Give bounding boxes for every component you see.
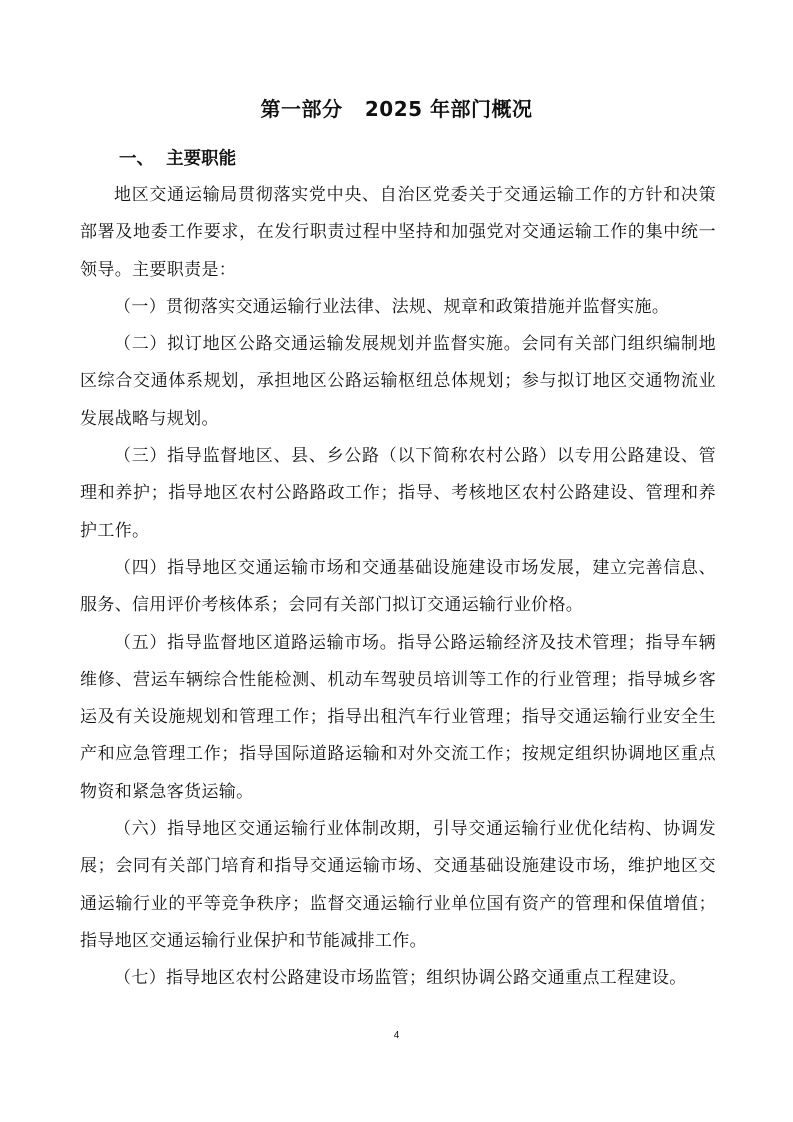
- body-text: [80, 177, 716, 998]
- duty-item-2: （二）拟订地区公路交通运输发展规划并监督实施。会同有关部门组织编制地区综合交通体系规划，承担地区公路运输枢纽总体规划；参与拟订地区交通物流业发展战略与规划。: [80, 334, 716, 429]
- page-number: 4: [393, 1030, 400, 1041]
- duty-item-5: （五）指导监督地区道路运输市场。指导公路运输经济及技术管理；指导车辆维修、营运车辆综合性能检测、机动车驾驶员培训等工作的行业管理；指导城乡客运及有关设施规划和管理工作；指导出租汽车行业管理；指导交通运输行业安全生产和应急管理工作；指导国际道路运输和对外交流工作；按规定组织协调地区重点物资和紧急客货运输。: [80, 632, 716, 802]
- duty-item-6: （六）指导地区交通运输行业体制改期，引导交通运输行业优化结构、协调发展；会同有关部门培育和指导交通运输市场、交通基础设施建设市场，维护地区交通运输行业的平等竞争秩序；监督交通运输行业单位国有资产的管理和保值增值；指导地区交通运输行业保护和节能减排工作。: [80, 819, 716, 951]
- duty-item-7: （七）指导地区农村公路建设市场监管；组织协调公路交通重点工程建设。: [114, 968, 687, 989]
- intro-paragraph: 地区交通运输局贯彻落实党中央、自治区党委关于交通运输工作的方针和决策部署及地委工作要求，在发行职责过程中坚持和加强党对交通运输工作的集中统一领导。主要职责是：: [80, 185, 716, 280]
- part-title: 第一部分 2025 年部门概况: [260, 97, 533, 121]
- duty-item-1: （一）贯彻落实交通运输行业法律、法规、规章和政策措施并监督实施。: [114, 296, 670, 317]
- duty-item-3: （三）指导监督地区、县、乡公路（以下简称农村公路）以专用公路建设、管理和养护；指导地区农村公路路政工作；指导、考核地区农村公路建设、管理和养护工作。: [80, 446, 716, 541]
- section-heading: 一、 主要职能: [119, 149, 237, 169]
- duty-item-4: （四）指导地区交通运输市场和交通基础设施建设市场发展，建立完善信息、服务、信用评价考核体系；会同有关部门拟订交通运输行业价格。: [80, 557, 716, 616]
